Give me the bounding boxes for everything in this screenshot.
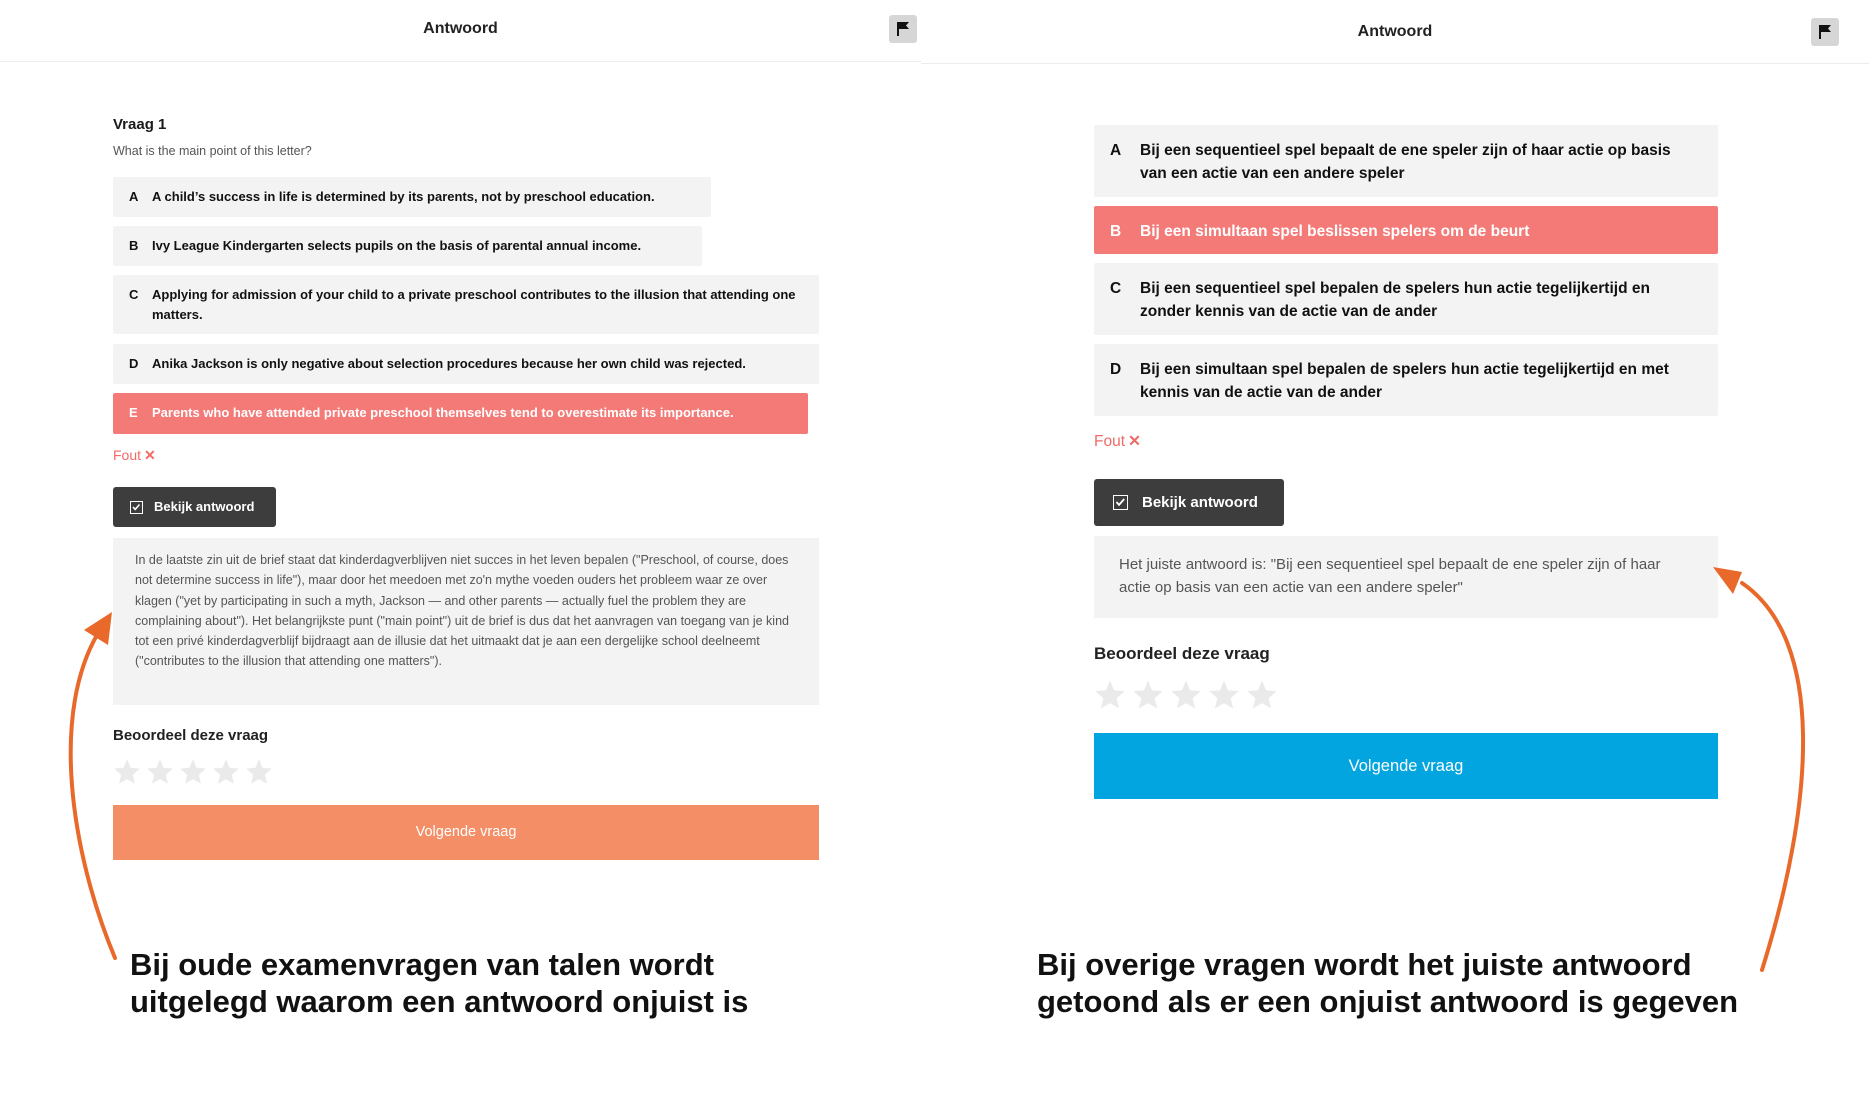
question-text: What is the main point of this letter? — [113, 144, 312, 158]
star-rating — [113, 758, 273, 785]
star-icon[interactable] — [1132, 679, 1164, 710]
answer-option-c[interactable] — [113, 275, 819, 334]
checkbox-icon — [1113, 495, 1128, 510]
star-rating — [1094, 679, 1278, 710]
answer-option-a[interactable] — [1094, 125, 1718, 197]
answer-option-d[interactable] — [113, 344, 819, 384]
close-icon: ✕ — [144, 447, 156, 463]
star-icon[interactable] — [179, 758, 207, 785]
answer-option-b[interactable] — [1094, 206, 1718, 254]
result-status — [113, 447, 156, 464]
report-flag-button[interactable] — [889, 15, 917, 43]
option-text: Parents who have attended private preschool themselves tend to overestimate its importance. — [152, 405, 734, 420]
star-icon[interactable] — [1170, 679, 1202, 710]
option-letter: A — [1110, 142, 1122, 159]
option-letter: C — [1110, 280, 1122, 297]
result-label: Fout — [1094, 433, 1126, 450]
star-icon[interactable] — [1208, 679, 1240, 710]
next-question-button[interactable]: Volgende vraag — [113, 805, 819, 860]
report-flag-button[interactable] — [1811, 18, 1839, 46]
right-answer-panel — [921, 0, 1869, 1097]
option-text: Bij een sequentieel spel bepaalt de ene speler zijn of haar actie op basis van een actie van een andere speler — [1140, 142, 1671, 182]
result-status — [1094, 432, 1141, 451]
rate-question-label: Beoordeel deze vraag — [1094, 644, 1270, 663]
star-icon[interactable] — [1246, 679, 1278, 710]
left-answer-panel — [0, 0, 921, 1097]
correct-answer-text: Het juiste antwoord is: "Bij een sequentieel spel bepaalt de ene speler zijn of haar actie op basis van een actie van een andere speler" — [1119, 556, 1661, 596]
annotation-text: Bij oude examenvragen van talen wordt uitgelegd waarom een antwoord onjuist is — [130, 947, 749, 1019]
option-text: Anika Jackson is only negative about selection procedures because her own child was rejected. — [152, 356, 746, 371]
star-icon[interactable] — [146, 758, 174, 785]
star-icon[interactable] — [113, 758, 141, 785]
correct-answer-box — [1094, 536, 1718, 618]
header-bar — [0, 0, 921, 62]
option-letter: E — [129, 405, 138, 420]
show-answer-label: Bekijk antwoord — [154, 499, 255, 514]
option-text: A child’s success in life is determined by its parents, not by preschool education. — [152, 189, 655, 204]
answer-option-d[interactable] — [1094, 344, 1718, 416]
next-question-button[interactable]: Volgende vraag — [1094, 733, 1718, 799]
option-letter: B — [1110, 223, 1122, 240]
option-text: Bij een sequentieel spel bepalen de spelers hun actie tegelijkertijd en zonder kennis van de actie van de ander — [1140, 280, 1650, 320]
header-bar — [921, 0, 1869, 64]
show-answer-label: Bekijk antwoord — [1142, 494, 1258, 511]
header-title: Antwoord — [1357, 23, 1433, 40]
flag-icon — [1818, 24, 1832, 40]
option-text: Bij een simultaan spel bepalen de spelers hun actie tegelijkertijd en met kennis van de actie van de ander — [1140, 361, 1669, 401]
result-label: Fout — [113, 447, 142, 463]
flag-icon — [896, 21, 910, 37]
explanation-text: In de laatste zin uit de brief staat dat kinderdagverblijven niet succes in het leven bepalen ("Preschool, of course, does not determine success in life"), maar door het meedoen met zo'n mythe voeden ouders het probleem waar ze over klagen ("yet by participating in such a myth, Jackson — and other parents — actually fuel the problem they are complaining about"). Het belangrijkste punt ("main point") uit de brief is dus dat het aanvragen van toegang van je kind tot een privé kinderdagverblijf bijdraagt aan de illusie dat het uitmaakt dat je aan een dergelijke school deelneemt ("contributes to the illusion that attending one matters"). — [135, 553, 789, 669]
option-letter: D — [129, 356, 139, 371]
answer-option-c[interactable] — [1094, 263, 1718, 335]
checkbox-icon — [130, 501, 143, 514]
option-text: Bij een simultaan spel beslissen spelers om de beurt — [1140, 223, 1530, 240]
close-icon: ✕ — [1128, 433, 1142, 450]
star-icon[interactable] — [245, 758, 273, 785]
answer-option-a[interactable] — [113, 177, 711, 217]
explanation-box — [113, 538, 819, 705]
star-icon[interactable] — [1094, 679, 1126, 710]
option-text: Applying for admission of your child to a private preschool contributes to the illusion that attending one matters. — [152, 287, 796, 322]
option-letter: C — [129, 287, 139, 302]
option-letter: D — [1110, 361, 1122, 378]
option-letter: A — [129, 189, 139, 204]
answer-option-b[interactable] — [113, 226, 702, 266]
option-text: Ivy League Kindergarten selects pupils on the basis of parental annual income. — [152, 238, 642, 253]
question-title: Vraag 1 — [113, 116, 167, 133]
header-title: Antwoord — [423, 20, 498, 37]
star-icon[interactable] — [212, 758, 240, 785]
annotation-text: Bij overige vragen wordt het juiste antwoord getoond als er een onjuist antwoord is gegeven — [1037, 947, 1739, 1019]
rate-question-label: Beoordeel deze vraag — [113, 727, 269, 744]
option-letter: B — [129, 238, 139, 253]
answer-option-e[interactable] — [113, 393, 808, 434]
show-answer-button[interactable] — [1094, 479, 1284, 526]
show-answer-button[interactable] — [113, 487, 276, 527]
